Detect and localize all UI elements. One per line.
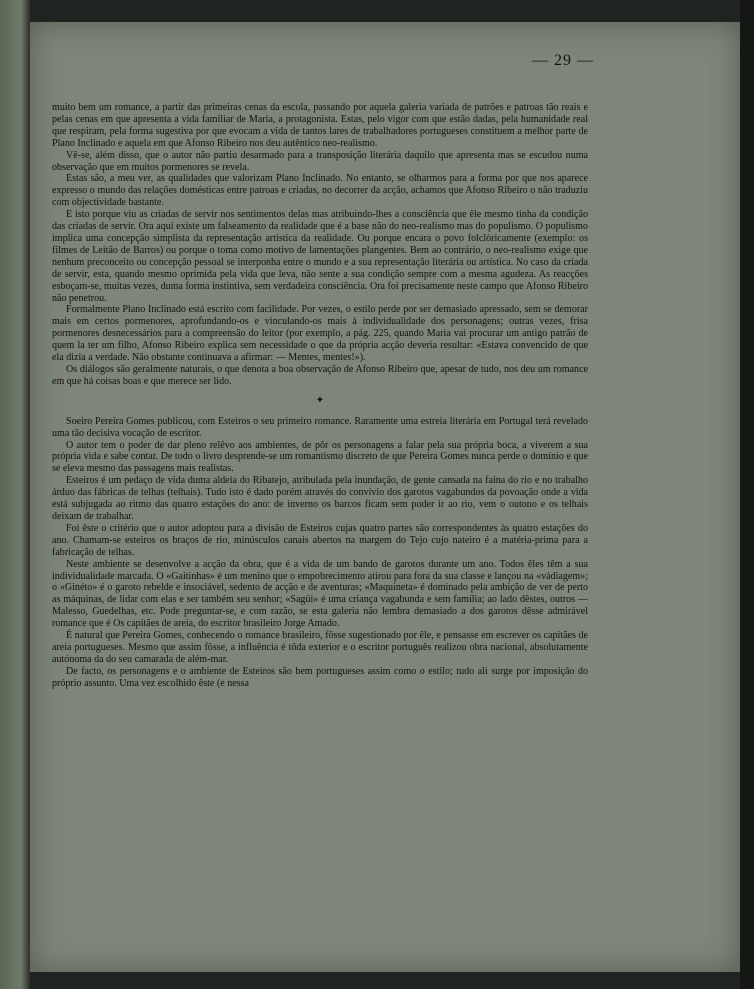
paragraph: Neste ambiente se desenvolve a acção da obra, que é a vida de um bando de garotos durante um ano. Todos êles têm a sua individualidade marcada. O «Gaitinhas» é um menino que o empobrecimento atirou para fora da sua classe e lançou na «vàdiagem»; o «Ginéto» é o garoto rebelde e insociável, sedento de acção e de aventuras; «Maquineta» é dominado pela ambição de ver de perto as máquinas, de lidar com elas e ser também seu senhor; «Sagüi» é uma criança vagabunda e sem família; ao lado dêstes, outros — Malesso, Guedelhas, etc. Pode preguntar-se, e com razão, se esta galeria não lembra demasiado a dos garotos dêsse admirável romance que é Os capitães de areia, do escritor brasileiro Jorge Amado.	[52, 558, 588, 630]
paragraph: Vê-se, além disso, que o autor não partiu desarmado para a transposição literária daquilo que apresenta mas se escudou numa observação que em muitos pormenores se revela.	[52, 149, 588, 173]
paragraph: O autor tem o poder de dar pleno relêvo aos ambientes, de pôr os personagens a falar pela sua própria boca, a viverem a sua própria vida e sabe contar. De todo o livro desprende-se um romantismo discreto de que Pereira Gomes nunca perde o domínio e que se eleva mesmo das passagens mais realistas.	[52, 439, 588, 475]
page-body	[52, 102, 588, 690]
paragraph: Estas são, a meu ver, as qualidades que valorizam Plano Inclinado. No entanto, se olharmos para a forma por que nos aparece expresso o mundo das relações domésticas entre patroas e criadas, no decorrer da acção, achamos que Afonso Ribeiro o não traduziu com objectividade bastante.	[52, 173, 588, 209]
paragraph: Soeiro Pereira Gomes publicou, com Esteiros o seu primeiro romance. Raramente uma estreia literária em Portugal terá revelado uma tão decisiva vocação de escritor.	[52, 415, 588, 439]
left-page-edge	[0, 0, 30, 989]
paragraph: Esteiros é um pedaço de vida duma aldeia do Ribatejo, atribulada pela inundação, de gente cansada na faina do rio e no trabalho árduo das fábricas de telhas (telhais). Tudo isto é dado porém através do convívio dos garotos vagabundos da povoação onde a vida está subjugada ao ritmo das quatro estações do ano: de inverno os barcos ficam sem poder ir ao rio, vem o outono e os telhais deixam de trabalhar.	[52, 475, 588, 522]
paragraph: É natural que Pereira Gomes, conhecendo o romance brasileiro, fôsse sugestionado por êle, e pensasse em escrever os capitães de areia portugueses. Mesmo que assim fôsse, a influência é tôda exterior e o escritor português realizou obra nacional, absolutamente autónoma da do seu camarada de além-mar.	[52, 630, 588, 665]
section-separator: ✦	[315, 394, 325, 406]
paragraph: Os diálogos são geralmente naturais, o que denota a boa observação de Afonso Ribeiro que, apesar de tudo, nos deu um romance em que há coisas boas e que merece ser lido.	[52, 363, 588, 387]
paragraph: muito bem um romance, a partir das primeiras cenas da escola, passando por aquela galeria variada de patrões e patroas tão reais e pelas cenas em que apresenta a vida familiar de Maria, a protagonista. Estas, pelo vigor com que estão dadas, pela humanidade real que respiram, pela forma sugestiva por que evocam a vida de tantos lares de trabalhadores portugueses constituem a melhor parte de Plano Inclinado e aquela em que Afonso Ribeiro nos deu autêntico neo-realismo.	[52, 102, 588, 149]
paragraph: Foi êste o critério que o autor adoptou para a divisão de Esteiros cujas quatro partes são correspondentes às quatro estações do ano. Chamam-se esteiros os braços de rio, minúsculos canais abertos na margem do Tejo cujo nateiro é a matéria-prima para a fabricação de telhas.	[52, 522, 588, 558]
page-number: — 29 —	[532, 52, 594, 69]
paragraph: Formalmente Plano Inclinado está escrito com facilidade. Por vezes, o estilo perde por ser demasiado apressado, sem se demorar mais em certos pormenores, aprofundando-os e vinculando-os mais à individualidade dos personagens; outras vezes, frisa pormenores desnecessários para a compreensão do leitor (por exemplo, a pág. 225, quando Maria vai procurar um antigo patrão de quem la ter um filho, Afonso Ribeiro explica sem necessidade o que da própria acção deveria resultar: «Estava convencido de que ela dizia a verdade. Não obstante continuava a afirmar: — Mentes, mentes!»).	[52, 304, 588, 364]
paragraph: De facto, os personagens e o ambiente de Esteiros são bem portugueses assim como o estilo; tudo ali surge por imposição do próprio assunto. Uma vez escolhido êste (e nessa	[52, 665, 588, 689]
paragraph: E isto porque viu as criadas de servir nos sentimentos delas mas atribuindo-lhes a consciência que êle mesmo tinha da condição das criadas de servir. Ora aqui existe um falseamento da realidade que é a base não do neo-realismo mas do populismo. O populismo implica uma concepção simplista da representação artística da realidade. Ou porque encara o povo folclòricamente (exemplo: os filmes de Leitão de Barros) ou porque o toma como motivo de lamentações plangentes. Bem ao contrário, o neo-realismo exige que nenhum preconceito ou concepção pessoal se interponha entre o mundo e a sua representação literária ou artística. No caso da criada de servir, esta, quando mesmo oprimida pela vida que leva, não sente a sua condição sempre com a mesma agudeza. As reacções esboçam-se, muitas vezes, duma forma instintiva, sem verdadeira consciência. Ora foi precisamente neste campo que Afonso Ribeiro não penetrou.	[52, 209, 588, 304]
right-margin	[740, 0, 754, 989]
